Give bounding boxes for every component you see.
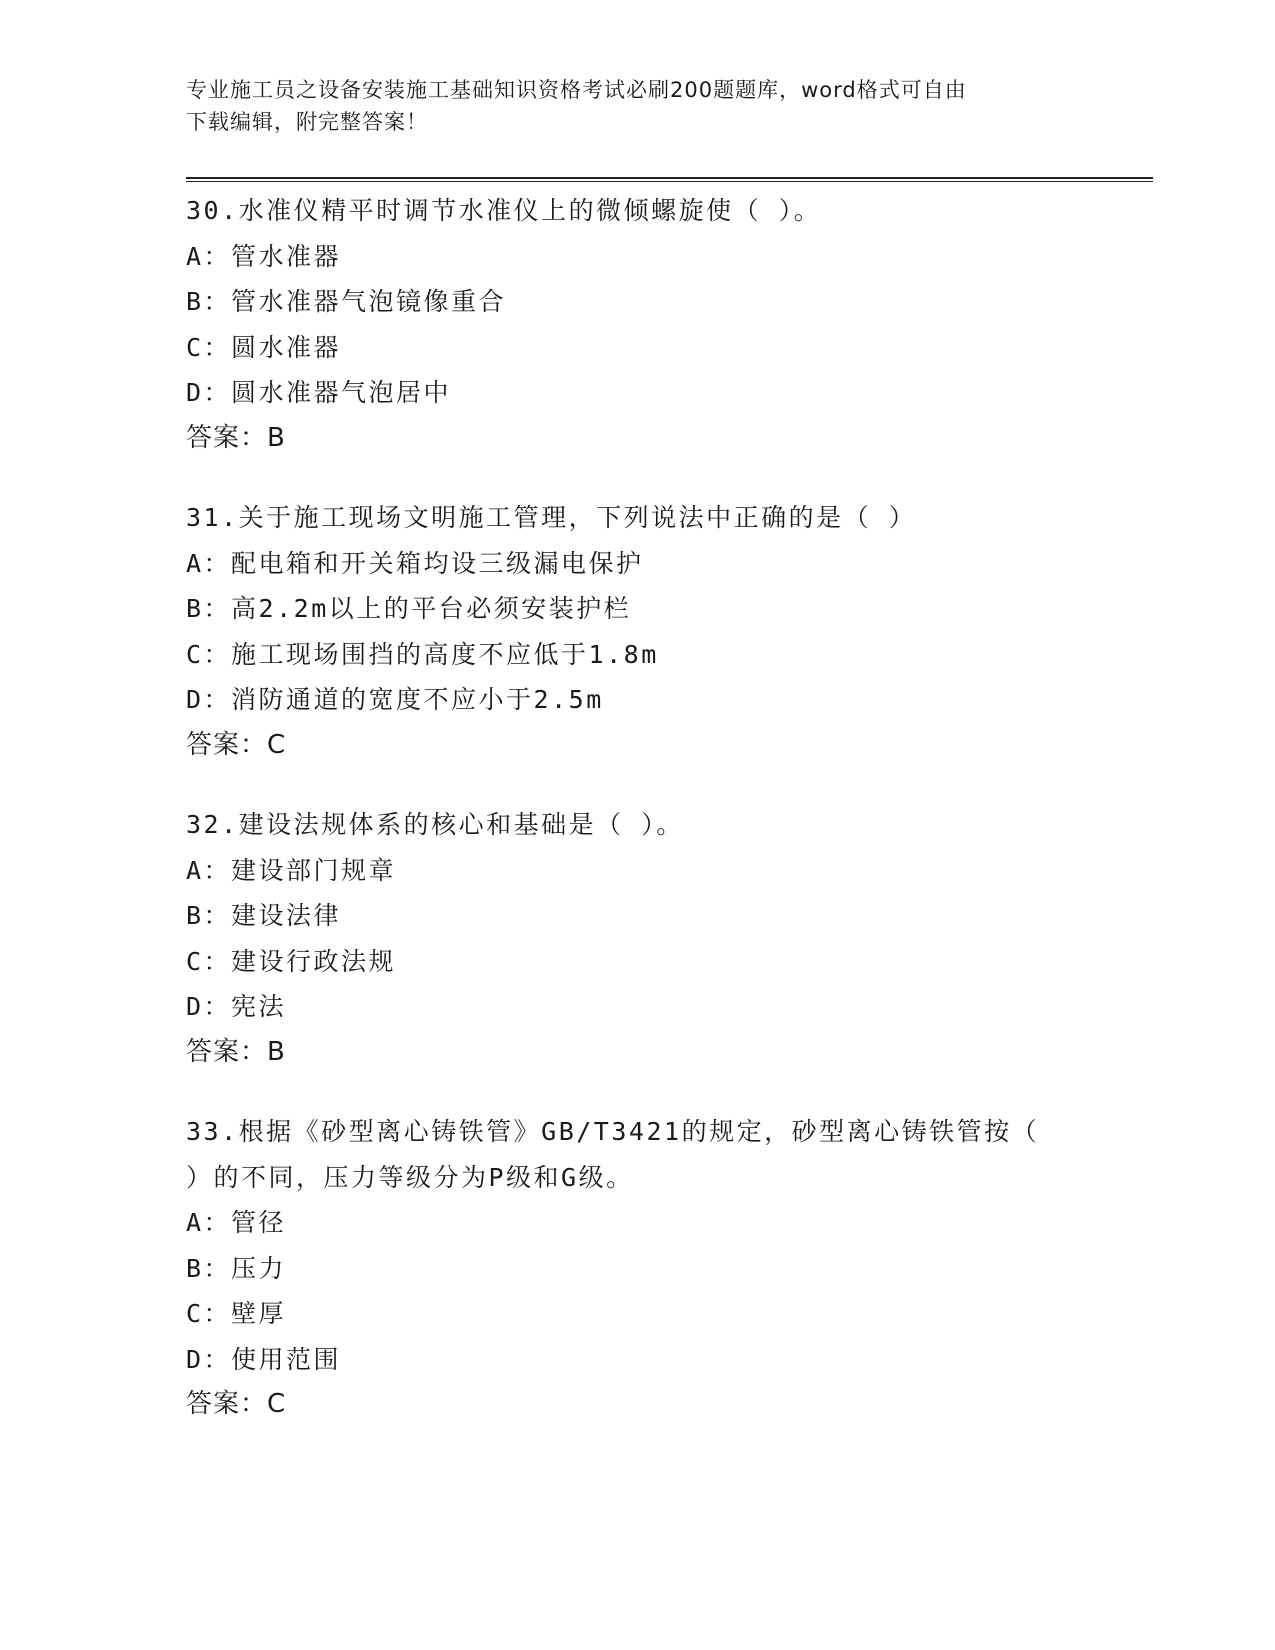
document-header <box>186 74 1066 138</box>
question-stem-line-1: 33.根据《砂型离心铸铁管》GB/T3421的规定，砂型离心铸铁管按（ <box>186 1117 1040 1146</box>
question-32 <box>186 802 1066 1075</box>
option-b: B：压力 <box>186 1253 287 1283</box>
question-33 <box>186 1109 1066 1428</box>
question-31 <box>186 495 1066 768</box>
option-d: D：使用范围 <box>186 1344 342 1374</box>
header-line-2: 下载编辑，附完整答案！ <box>186 110 428 134</box>
option-c: C：建设行政法规 <box>186 946 397 976</box>
option-b: B：管水准器气泡镜像重合 <box>186 287 507 316</box>
header-divider-thin <box>186 181 1153 182</box>
option-b: B：高2.2m以上的平台必须安装护栏 <box>186 594 632 623</box>
option-c: C：圆水准器 <box>186 332 342 362</box>
option-c: C：壁厚 <box>186 1299 287 1328</box>
question-30 <box>186 188 1066 461</box>
question-stem: 31.关于施工现场文明施工管理，下列说法中正确的是（ ） <box>186 503 917 532</box>
option-a: A：配电箱和开关箱均设三级漏电保护 <box>186 548 644 578</box>
option-b: B：建设法律 <box>186 901 342 930</box>
option-d: D：圆水准器气泡居中 <box>186 378 452 407</box>
question-stem-line-2: ）的不同，压力等级分为P级和G级。 <box>186 1162 634 1192</box>
header-divider-thick <box>186 177 1153 179</box>
answer-label: 答案：C <box>186 729 287 760</box>
option-a: A：管径 <box>186 1208 287 1237</box>
header-line-1: 专业施工员之设备安装施工基础知识资格考试必刷200题题库，word格式可自由 <box>186 78 967 102</box>
question-stem: 30.水准仪精平时调节水准仪上的微倾螺旋使（ ）。 <box>186 196 822 225</box>
option-d: D：宪法 <box>186 992 287 1021</box>
option-a: A：管水准器 <box>186 241 342 271</box>
answer-label: 答案：B <box>186 422 286 453</box>
answer-label: 答案：B <box>186 1036 286 1067</box>
option-a: A：建设部门规章 <box>186 855 397 885</box>
question-stem: 32.建设法规体系的核心和基础是（ ）。 <box>186 810 684 839</box>
option-c: C：施工现场围挡的高度不应低于1.8m <box>186 639 659 669</box>
question-list <box>186 188 1066 1462</box>
answer-label: 答案：C <box>186 1389 287 1419</box>
option-d: D：消防通道的宽度不应小于2.5m <box>186 685 604 714</box>
